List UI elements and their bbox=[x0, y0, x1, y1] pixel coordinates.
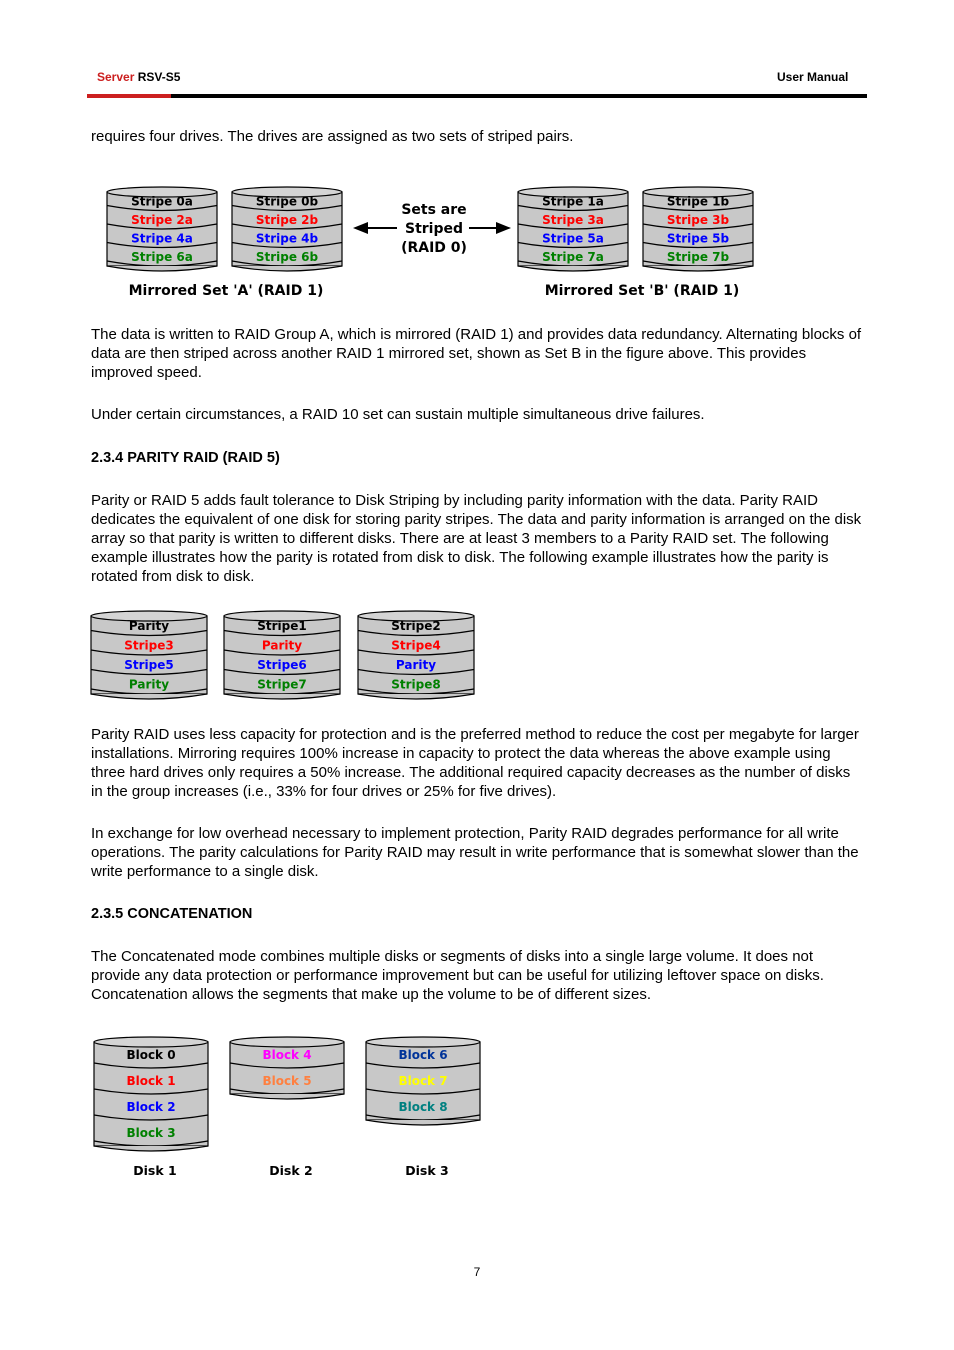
disk-label: Stripe4 bbox=[391, 638, 441, 653]
disk-label: Block 8 bbox=[398, 1100, 448, 1114]
disk-label: Stripe 6b bbox=[255, 249, 319, 264]
paragraph-4: Parity or RAID 5 adds fault tolerance to Disk Striping by including parity information with the data. Parity RAID dedicates the equivalent of one disk for storing parity stripes. The data and parity information is arranged on the disk array so that parity is written to different disks. There are at least 3 members to a Parity RAID set. The following example illustrates how the parity is rotated from disk to disk. The following example illustrates how the parity is rotated from disk to disk. bbox=[91, 492, 862, 585]
disk-label: Stripe2 bbox=[391, 618, 441, 633]
disk-label: Stripe 1b bbox=[666, 194, 730, 209]
disk-label: Stripe 2b bbox=[255, 212, 319, 227]
right-arrow bbox=[469, 222, 511, 234]
caption-mirrored-set-a: Mirrored Set 'A' (RAID 1) bbox=[128, 283, 324, 299]
raid10-center-label: (RAID 0) bbox=[401, 240, 467, 256]
disk-label: Stripe 4a bbox=[131, 231, 193, 246]
disk-label: Stripe3 bbox=[124, 638, 174, 653]
raid5-disk-2 bbox=[224, 611, 340, 699]
disk-label: Block 6 bbox=[398, 1048, 448, 1062]
raid10-center-label: Striped bbox=[404, 221, 464, 237]
paragraph-5: Parity RAID uses less capacity for protection and is the preferred method to reduce the cost per megabyte for larger installations. Mirroring requires 100% increase in capacity to protect the data whereas the above example using three hard drives only requires a 50% increase. The additional required capacity decreases as the number of disks in the group increases (i.e., 33% for four drives or 25% for five drives). bbox=[91, 726, 859, 800]
disk-label: Parity bbox=[128, 677, 170, 692]
disk-label: Stripe1 bbox=[257, 618, 307, 633]
raid10-disk-1 bbox=[107, 187, 217, 271]
disk-label: Parity bbox=[261, 638, 303, 653]
disk-caption-3: Disk 3 bbox=[405, 1163, 449, 1178]
disk-label: Stripe 3a bbox=[542, 212, 604, 227]
concatenation-figure bbox=[90, 1030, 486, 1182]
disk-label: Block 4 bbox=[262, 1048, 312, 1062]
concat-disk-2 bbox=[230, 1037, 344, 1099]
disk-label: Parity bbox=[395, 657, 437, 672]
disk-label: Stripe 4b bbox=[255, 231, 319, 246]
raid5-disk-1 bbox=[91, 611, 207, 699]
disk-label: Parity bbox=[128, 618, 170, 633]
disk-caption-2: Disk 2 bbox=[269, 1163, 313, 1178]
raid10-disk-2 bbox=[232, 187, 342, 271]
disk-label: Stripe 0b bbox=[255, 194, 319, 209]
disk-label: Stripe 1a bbox=[542, 194, 604, 209]
raid10-figure bbox=[91, 172, 771, 304]
raid10-center-label: Sets are bbox=[401, 202, 467, 218]
disk-label: Block 5 bbox=[262, 1074, 312, 1088]
paragraph-3: Under certain circumstances, a RAID 10 set can sustain multiple simultaneous drive failures. bbox=[91, 406, 705, 423]
concat-disk-3 bbox=[366, 1037, 480, 1125]
disk-label: Block 0 bbox=[126, 1048, 176, 1062]
paragraph-1: requires four drives. The drives are assigned as two sets of striped pairs. bbox=[91, 128, 574, 145]
disk-label: Stripe 3b bbox=[666, 212, 730, 227]
disk-label: Stripe 5b bbox=[666, 231, 730, 246]
disk-label: Stripe 0a bbox=[131, 194, 193, 209]
raid5-disk-3 bbox=[358, 611, 474, 699]
header-model: RSV-S5 bbox=[137, 70, 181, 84]
disk-label: Stripe 7a bbox=[542, 249, 604, 264]
caption-mirrored-set-b: Mirrored Set 'B' (RAID 1) bbox=[544, 283, 740, 299]
concat-disk-1 bbox=[94, 1037, 208, 1151]
raid10-disk-4 bbox=[643, 187, 753, 271]
disk-label: Block 7 bbox=[398, 1074, 448, 1088]
disk-label: Stripe8 bbox=[391, 677, 441, 692]
disk-label: Block 2 bbox=[126, 1100, 176, 1114]
paragraph-7: The Concatenated mode combines multiple disks or segments of disks into a single large volume. It does not provide any data protection or performance improvement but can be useful for utilizing leftover space on disks. Concatenation allows the segments that make up the volume to be of different sizes. bbox=[91, 948, 824, 1003]
disk-label: Stripe 5a bbox=[542, 231, 604, 246]
disk-label: Stripe 2a bbox=[131, 212, 193, 227]
header-rule-accent bbox=[87, 94, 171, 98]
page-number: 7 bbox=[473, 1265, 481, 1279]
left-arrow bbox=[353, 222, 397, 234]
disk-caption-1: Disk 1 bbox=[133, 1163, 177, 1178]
section-heading-concatenation: 2.3.5 CONCATENATION bbox=[91, 906, 253, 922]
disk-label: Stripe 7b bbox=[666, 249, 730, 264]
disk-label: Stripe6 bbox=[257, 657, 307, 672]
disk-label: Block 3 bbox=[126, 1126, 176, 1140]
raid10-disk-3 bbox=[518, 187, 628, 271]
section-heading-parity: 2.3.4 PARITY RAID (RAID 5) bbox=[91, 450, 280, 466]
header-title bbox=[97, 70, 180, 84]
disk-label: Stripe5 bbox=[124, 657, 174, 672]
header-brand: Server bbox=[97, 70, 135, 84]
paragraph-2: The data is written to RAID Group A, which is mirrored (RAID 1) and provides data redundancy. Alternating blocks of data are then striped across another RAID 1 mirrored set, shown as Set B in the figure above. This provides improved speed. bbox=[91, 326, 862, 381]
disk-label: Stripe7 bbox=[257, 677, 307, 692]
header-right: User Manual bbox=[777, 70, 849, 84]
disk-label: Block 1 bbox=[126, 1074, 176, 1088]
header-rule bbox=[87, 94, 867, 98]
paragraph-6: In exchange for low overhead necessary to implement protection, Parity RAID degrades performance for all write operations. The parity calculations for Parity RAID may result in write performance that is somewhat slower than the write performance to a single disk. bbox=[91, 825, 859, 880]
raid5-figure bbox=[89, 606, 481, 702]
disk-label: Stripe 6a bbox=[131, 249, 193, 264]
